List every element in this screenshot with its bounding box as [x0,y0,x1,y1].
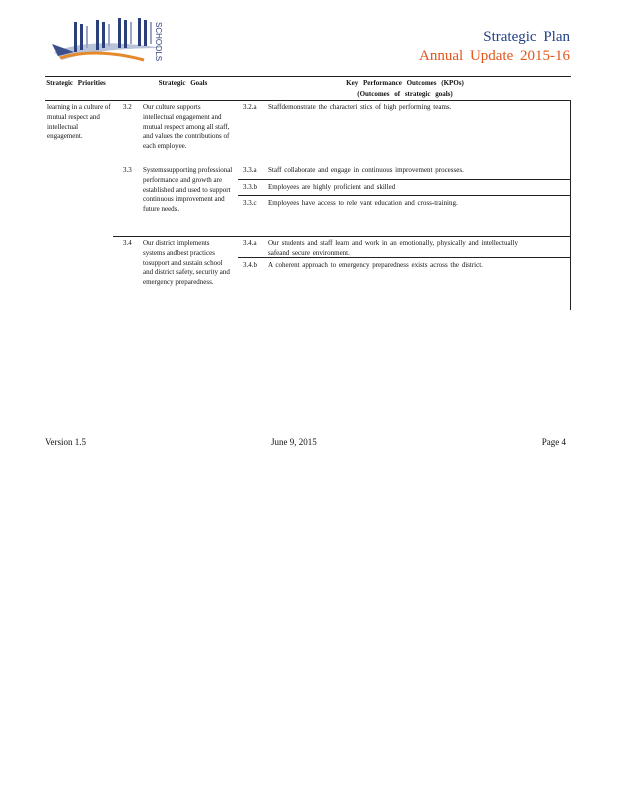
kpo-divider [238,179,571,180]
svg-text:SCHOOLS: SCHOOLS [154,22,163,62]
priority-text: learning in a culture of mutual respect and intellectual engagement. [47,103,111,141]
footer-page: Page 4 [541,437,566,447]
kpo-number: 3.3.b [243,183,257,191]
right-border [570,100,571,310]
district-logo-icon [52,14,168,66]
kpo-text: Employees have access to rele vant education and cross-training. [268,199,458,207]
kpo-text: Staffdemonstrate the characteri stics of high performing teams. [268,103,452,111]
footer-version: Version 1.5 [45,437,86,447]
kpo-number: 3.3.c [243,199,257,207]
column-header-goals: Strategic Goals [158,79,208,87]
goal-number: 3.3 [123,166,132,174]
kpo-number: 3.4.b [243,261,257,269]
kpo-number: 3.3.a [243,166,257,174]
header-bottom-rule [45,100,571,101]
goal-text: Systemssupporting professional performance and growth are established and used to support continuous improvement and future needs. [143,166,233,214]
kpo-number: 3.4.a [243,239,257,247]
goal-text: Our culture supports intellectual engagement and mutual respect among all staff, and values the contributions of each employee. [143,103,230,151]
footer-date: June 9, 2015 [271,437,317,447]
column-header-kpos-sub: (Outcomes of strategic goals) [357,90,453,98]
goal-number: 3.2 [123,103,132,111]
table-top-rule [45,76,571,77]
kpo-text: Our students and staff learn and work in an emotionally, physically and intellectually safeand secure environment. [268,239,518,257]
goal-text: Our district implements systems andbest practices tosupport and sustain school and district safety, security and emergency preparedness. [143,239,230,287]
kpo-divider [238,195,571,196]
column-header-priorities: Strategic Priorities [46,79,106,87]
kpo-text: A coherent approach to emergency preparedness exists across the district. [268,261,483,269]
page-title: Strategic Plan [483,29,570,45]
goal-number: 3.4 [123,239,132,247]
kpo-number: 3.2.a [243,103,257,111]
kpo-text: Staff collaborate and engage in continuous improvement processes. [268,166,464,174]
page-subtitle: Annual Update 2015-16 [419,48,570,64]
goal-divider [113,236,571,237]
kpo-text: Employees are highly proficient and skilled [268,183,396,191]
column-header-kpos: Key Performance Outcomes (KPOs) [346,79,464,87]
